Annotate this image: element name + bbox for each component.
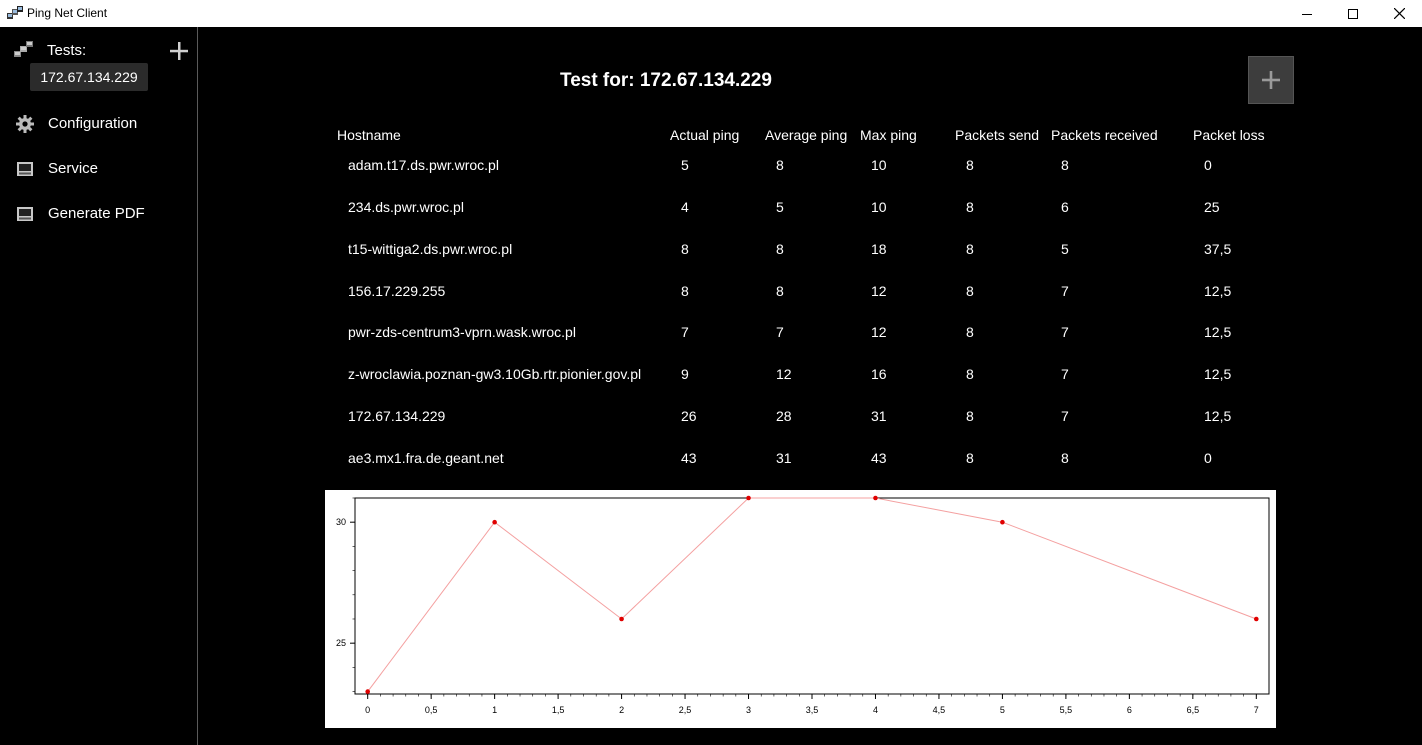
monitor-icon: [16, 160, 34, 178]
plus-icon: [1261, 70, 1281, 90]
close-button[interactable]: [1376, 0, 1422, 27]
cell-actual-ping: 26: [681, 408, 697, 424]
cell-packets-received: 5: [1061, 241, 1069, 257]
x-tick-label: 1,5: [551, 705, 565, 715]
cell-packet-loss: 12,5: [1204, 408, 1232, 424]
y-tick-label: 25: [335, 638, 346, 649]
chart-svg: [325, 490, 1276, 728]
cell-max-ping: 18: [871, 241, 887, 257]
page-title: Test for: 172.67.134.229: [560, 70, 772, 91]
tests-label: Tests:: [47, 42, 87, 59]
column-header-packets-received: Packets received: [1051, 127, 1158, 143]
x-tick-label: 6: [1126, 705, 1132, 715]
data-point: [1000, 520, 1005, 525]
cell-packets-send: 8: [966, 157, 974, 173]
cell-packets-send: 8: [966, 408, 974, 424]
sidebar-item-service[interactable]: [0, 152, 197, 186]
close-icon: [1394, 8, 1405, 19]
column-header-average-ping: Average ping: [765, 127, 848, 143]
y-tick-label: 30: [335, 517, 346, 528]
cell-hostname: 156.17.229.255: [348, 283, 446, 299]
series-line: [368, 498, 1257, 692]
cell-hostname: adam.t17.ds.pwr.wroc.pl: [348, 157, 499, 173]
cell-average-ping: 8: [776, 283, 784, 299]
cell-packet-loss: 25: [1204, 199, 1220, 215]
column-header-hostname: Hostname: [337, 127, 401, 143]
cell-average-ping: 5: [776, 199, 784, 215]
x-tick-label: 5,5: [1059, 705, 1073, 715]
cell-max-ping: 16: [871, 366, 887, 382]
cell-hostname: ae3.mx1.fra.de.geant.net: [348, 450, 504, 466]
x-tick-label: 3: [746, 705, 752, 715]
data-point: [619, 617, 624, 622]
cell-packets-received: 7: [1061, 366, 1069, 382]
monitor-icon: [16, 205, 34, 223]
sidebar-item-label: Service: [48, 160, 99, 177]
cell-packet-loss: 0: [1204, 157, 1212, 173]
column-header-actual-ping: Actual ping: [670, 127, 740, 143]
x-tick-label: 2: [619, 705, 625, 715]
window-title: Ping Net Client: [27, 6, 108, 20]
x-tick-label: 4: [872, 705, 878, 715]
x-tick-label: 4,5: [932, 705, 946, 715]
cell-packets-received: 7: [1061, 408, 1069, 424]
cell-average-ping: 31: [776, 450, 792, 466]
x-tick-label: 7: [1253, 705, 1259, 715]
network-icon: [7, 6, 23, 20]
sidebar-item-configuration[interactable]: [0, 107, 197, 141]
cell-packet-loss: 37,5: [1204, 241, 1232, 257]
cell-packets-received: 7: [1061, 324, 1069, 340]
cell-max-ping: 10: [871, 157, 887, 173]
x-tick-label: 0,5: [424, 705, 438, 715]
cell-hostname: 172.67.134.229: [348, 408, 446, 424]
add-test-button[interactable]: [168, 40, 190, 62]
sidebar-item-generate-pdf[interactable]: [0, 197, 197, 231]
cell-actual-ping: 9: [681, 366, 689, 382]
x-tick-label: 6,5: [1186, 705, 1200, 715]
x-tick-label: 1: [492, 705, 498, 715]
column-header-max-ping: Max ping: [860, 127, 917, 143]
test-item[interactable]: 172.67.134.229: [30, 63, 148, 91]
cell-average-ping: 28: [776, 408, 792, 424]
x-tick-label: 3,5: [805, 705, 819, 715]
column-header-packet-loss: Packet loss: [1193, 127, 1265, 143]
cell-max-ping: 10: [871, 199, 887, 215]
cell-packets-send: 8: [966, 283, 974, 299]
cell-packet-loss: 0: [1204, 450, 1212, 466]
cell-max-ping: 12: [871, 283, 887, 299]
x-tick-label: 2,5: [678, 705, 692, 715]
cell-packets-received: 8: [1061, 157, 1069, 173]
cell-packets-send: 8: [966, 199, 974, 215]
data-point: [873, 496, 878, 501]
cell-packets-received: 8: [1061, 450, 1069, 466]
plot-area-frame: [355, 498, 1269, 694]
x-tick-label: 5: [999, 705, 1005, 715]
cell-max-ping: 31: [871, 408, 887, 424]
cell-average-ping: 12: [776, 366, 792, 382]
maximize-icon: [1348, 9, 1358, 19]
data-point: [492, 520, 497, 525]
gear-icon: [16, 115, 34, 133]
sidebar-item-label: Configuration: [48, 115, 138, 132]
cell-packets-send: 8: [966, 241, 974, 257]
data-point: [746, 496, 751, 501]
cell-actual-ping: 8: [681, 283, 689, 299]
cell-packets-received: 6: [1061, 199, 1069, 215]
cell-actual-ping: 5: [681, 157, 689, 173]
minimize-button[interactable]: [1284, 0, 1330, 27]
sidebar-item-label: Generate PDF: [48, 205, 145, 222]
data-point: [1254, 617, 1259, 622]
cell-hostname: pwr-zds-centrum3-vprn.wask.wroc.pl: [348, 324, 576, 340]
cell-average-ping: 7: [776, 324, 784, 340]
cell-packet-loss: 12,5: [1204, 324, 1232, 340]
network-icon: [14, 41, 34, 59]
cell-actual-ping: 4: [681, 199, 689, 215]
cell-hostname: z-wroclawia.poznan-gw3.10Gb.rtr.pionier.gov.pl: [348, 366, 642, 382]
cell-average-ping: 8: [776, 157, 784, 173]
cell-packets-received: 7: [1061, 283, 1069, 299]
x-tick-label: 0: [365, 705, 371, 715]
maximize-button[interactable]: [1330, 0, 1376, 27]
cell-max-ping: 12: [871, 324, 887, 340]
cell-actual-ping: 8: [681, 241, 689, 257]
cell-actual-ping: 43: [681, 450, 697, 466]
cell-average-ping: 8: [776, 241, 784, 257]
cell-packet-loss: 12,5: [1204, 366, 1232, 382]
title-bar: [0, 0, 1422, 27]
column-header-packets-send: Packets send: [955, 127, 1040, 143]
cell-hostname: t15-wittiga2.ds.pwr.wroc.pl: [348, 241, 513, 257]
cell-hostname: 234.ds.pwr.wroc.pl: [348, 199, 464, 215]
add-host-button[interactable]: [1248, 56, 1294, 104]
data-point: [365, 689, 370, 694]
cell-max-ping: 43: [871, 450, 887, 466]
cell-packets-send: 8: [966, 366, 974, 382]
cell-packets-send: 8: [966, 324, 974, 340]
cell-packet-loss: 12,5: [1204, 283, 1232, 299]
cell-packets-send: 8: [966, 450, 974, 466]
sidebar: [0, 27, 198, 745]
cell-actual-ping: 7: [681, 324, 689, 340]
minimize-icon: [1302, 9, 1312, 19]
ping-chart: [325, 490, 1276, 728]
